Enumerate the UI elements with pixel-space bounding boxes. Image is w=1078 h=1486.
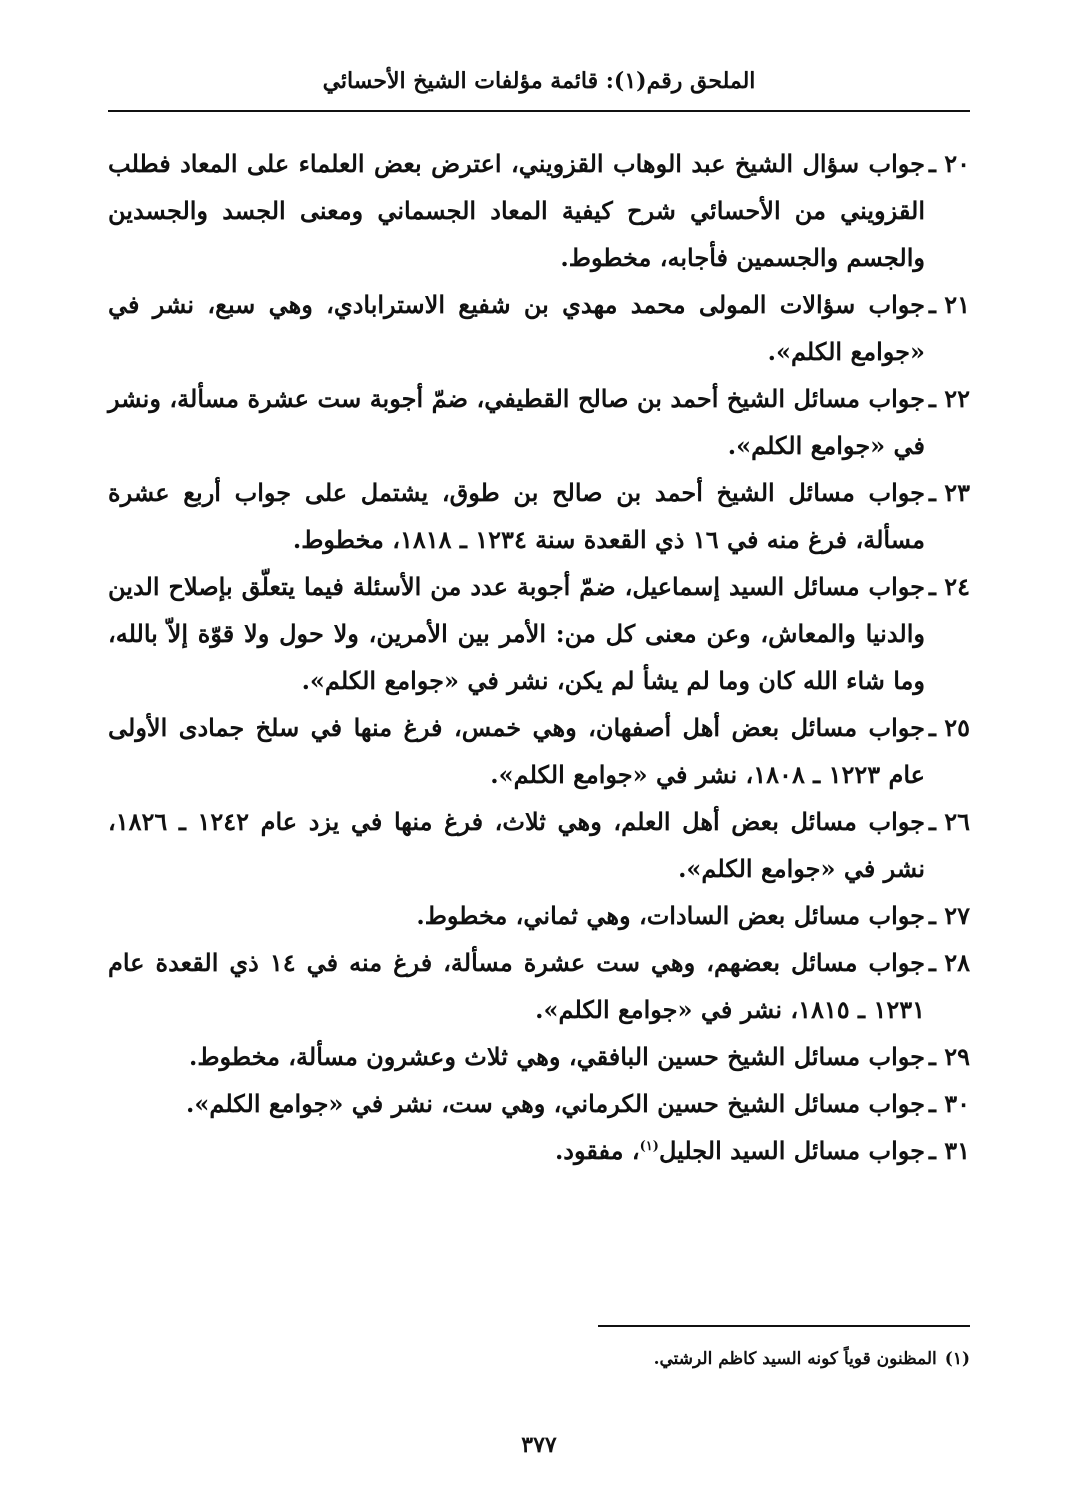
entry-number: ٣٠ ـ	[929, 1080, 970, 1127]
entry-number: ٢٧ ـ	[929, 892, 970, 939]
running-header: الملحق رقم(١): قائمة مؤلفات الشيخ الأحسائي	[322, 68, 756, 94]
page-number: ٣٧٧	[521, 1432, 557, 1458]
entry-item	[108, 704, 970, 798]
entry-number: ٢٠ ـ	[929, 140, 970, 187]
entry-item	[108, 281, 970, 375]
entry-text: جواب مسائل بعض أهل أصفهان، وهي خمس، فرغ منها في سلخ جمادى الأولى عام ١٢٢٣ ـ ١٨٠٨، نشر في «جوامع الكلم».	[108, 713, 925, 789]
entry-text-end: ، مفقود.	[554, 1136, 640, 1165]
entry-text: جواب مسائل بعض السادات، وهي ثماني، مخطوط.	[416, 901, 925, 930]
footnote-separator	[598, 1325, 970, 1327]
entry-item	[108, 939, 970, 1033]
header-rule	[108, 110, 970, 112]
entry-text: جواب مسائل الشيخ أحمد بن صالح بن طوق، يشتمل على جواب أربع عشرة مسألة، فرغ منه في ١٦ ذي القعدة سنة ١٢٣٤ ـ ١٨١٨، مخطوط.	[108, 478, 925, 554]
entry-text: جواب سؤالات المولى محمد مهدي بن شفيع الاسترابادي، وهي سبع، نشر في «جوامع الكلم».	[108, 290, 925, 366]
entry-text: جواب مسائل بعض أهل العلم، وهي ثلاث، فرغ منها في يزد عام ١٢٤٢ ـ ١٨٢٦، نشر في «جوامع الكلم».	[108, 807, 925, 883]
entry-text: جواب مسائل الشيخ حسين البافقي، وهي ثلاث وعشرون مسألة، مخطوط.	[188, 1042, 925, 1071]
entry-number: ٢٦ ـ	[929, 798, 970, 845]
entry-item	[108, 469, 970, 563]
entry-text: جواب سؤال الشيخ عبد الوهاب القزويني، اعترض بعض العلماء على المعاد فطلب القزويني من الأحسائي شرح كيفية المعاد الجسماني ومعنى الجسد والجسدين والجسم والجسمين فأجابه، مخطوط.	[108, 149, 925, 272]
entry-text: جواب مسائل الشيخ أحمد بن صالح القطيفي، ضمّ أجوبة ست عشرة مسألة، ونشر في «جوامع الكلم».	[108, 384, 925, 460]
entry-number: ٢٥ ـ	[929, 704, 970, 751]
entry-text: جواب مسائل السيد إسماعيل، ضمّ أجوبة عدد من الأسئلة فيما يتعلّق بإصلاح الدين والدنيا والمعاش، وعن معنى كل من: الأمر بين الأمرين، ولا حول ولا قوّة إلاّ بالله، وما شاء الله كان وما لم يشأ لم يكن، نشر في «جوامع الكلم».	[108, 572, 925, 695]
entry-number: ٢١ ـ	[929, 281, 970, 328]
entry-number: ٢٢ ـ	[929, 375, 970, 422]
entry-item	[108, 1080, 970, 1127]
footnote-reference: (١)	[639, 1139, 659, 1154]
entry-number: ٢٤ ـ	[929, 563, 970, 610]
entry-item	[108, 1033, 970, 1080]
entry-item	[108, 563, 970, 704]
entry-text: جواب مسائل السيد الجليل	[658, 1136, 925, 1165]
entry-text: جواب مسائل بعضهم، وهي ست عشرة مسألة، فرغ منه في ١٤ ذي القعدة عام ١٢٣١ ـ ١٨١٥، نشر في «جوامع الكلم».	[108, 948, 925, 1024]
footnote-text: المظنون قوياً كونه السيد كاظم الرشتي.	[653, 1349, 937, 1369]
entry-text: جواب مسائل الشيخ حسين الكرماني، وهي ست، نشر في «جوامع الكلم».	[186, 1089, 925, 1118]
entries-list	[108, 140, 970, 1174]
footnote	[108, 1345, 970, 1373]
entry-item	[108, 1127, 970, 1174]
entry-item	[108, 798, 970, 892]
entry-item	[108, 140, 970, 281]
entry-number: ٣١ ـ	[929, 1127, 970, 1174]
entry-number: ٢٨ ـ	[929, 939, 970, 986]
entry-item	[108, 375, 970, 469]
footnote-number: (١)	[944, 1349, 970, 1369]
entry-item	[108, 892, 970, 939]
entry-number: ٢٣ ـ	[929, 469, 970, 516]
entry-number: ٢٩ ـ	[929, 1033, 970, 1080]
